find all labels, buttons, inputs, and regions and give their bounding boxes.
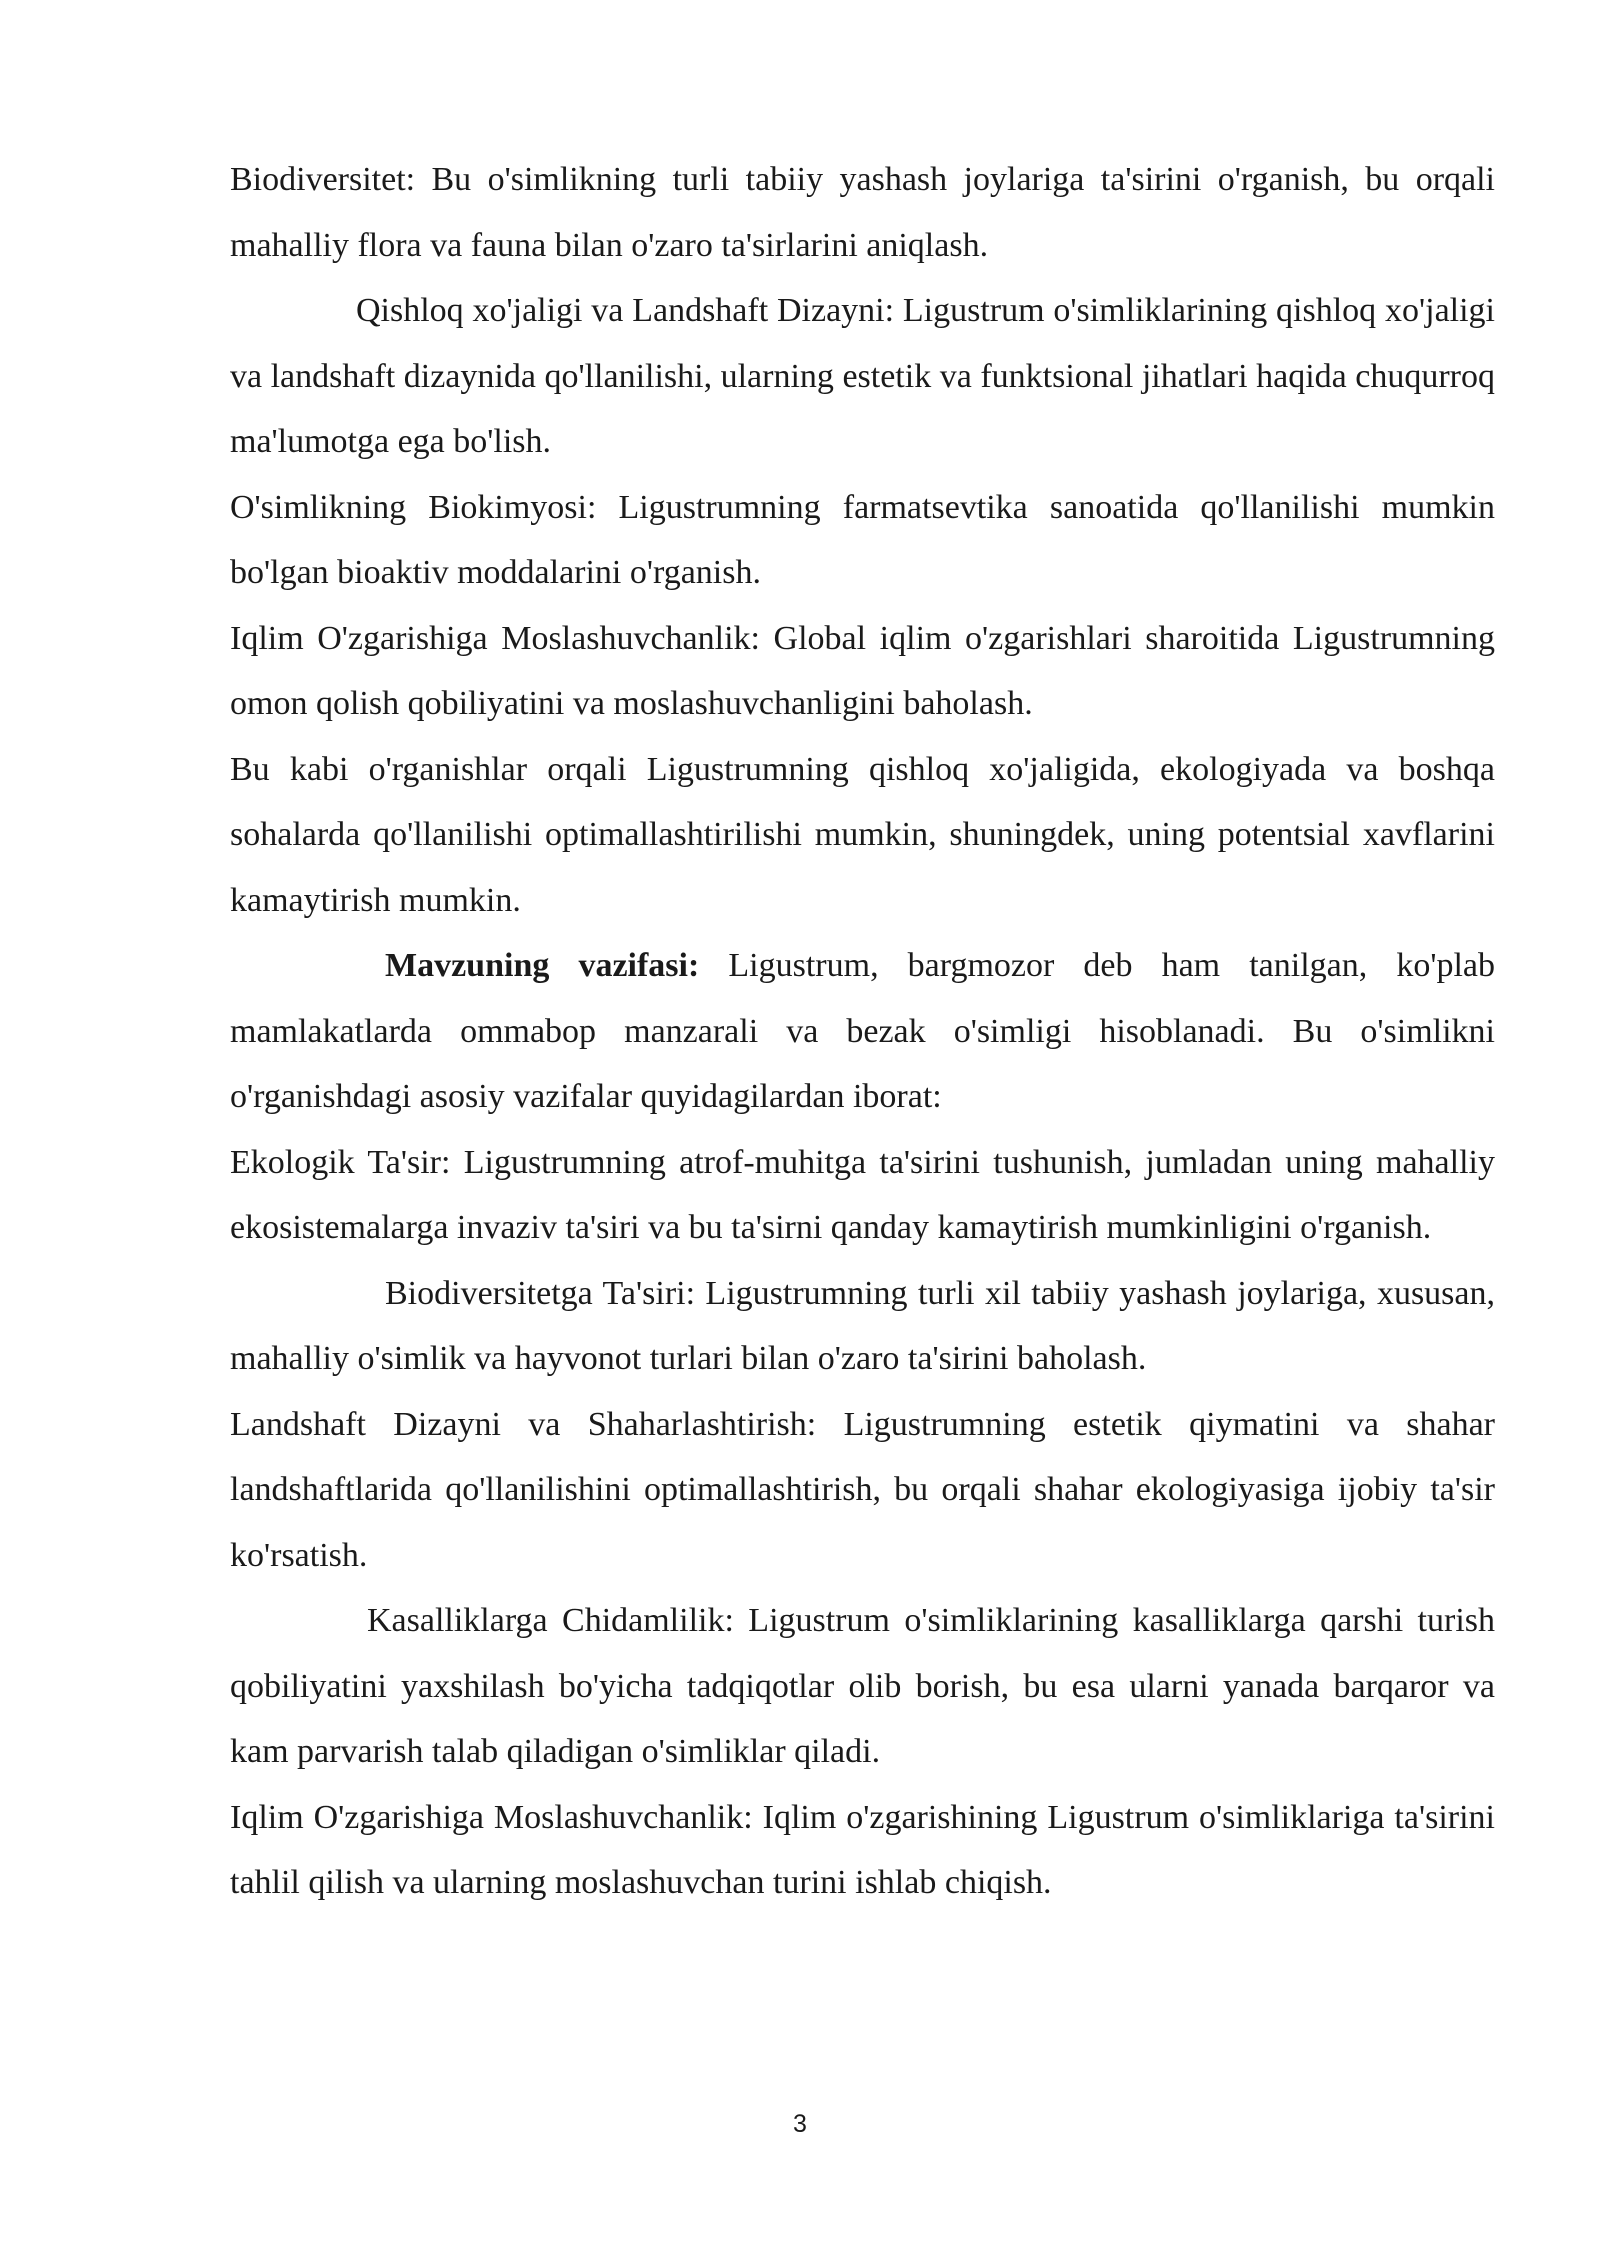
paragraph-landshaft-dizayni: Landshaft Dizayni va Shaharlashtirish: Ligustrumning estetik qiymatini va shahar landshaftlarida qo'llanilishini optimallashtirish, bu orqali shahar ekologiyasiga ijobiy ta'sir ko'rsatish. (230, 1405, 1495, 1574)
paragraph-kasalliklarga-chidamlilik: Kasalliklarga Chidamlilik: Ligustrum o'simliklarining kasalliklarga qarshi turish qobiliyatini yaxshilash bo'yicha tadqiqotlar olib borish, bu esa ularni yanada barqaror va kam parvarish talab qiladigan o'simliklar qiladi. (230, 1602, 1495, 1770)
paragraph-biodiversitet: Biodiversitet: Bu o'simlikning turli tabiiy yashash joylariga ta'sirini o'rganish, bu orqali mahalliy flora va fauna bilan o'zaro ta'sirlarini aniqlash. (230, 161, 1495, 264)
paragraph-organishlar: Bu kabi o'rganishlar orqali Ligustrumning qishloq xo'jaligida, ekologiyada va boshqa sohalarda qo'llanilishi optimallashtirilishi mumkin, shuningdek, uning potentsial xavflarini kamaytirish mumkin. (230, 750, 1495, 919)
paragraph-biokimyosi: O'simlikning Biokimyosi: Ligustrumning farmatsevtika sanoatida qo'llanilishi mumkin bo'lgan bioaktiv moddalarini o'rganish. (230, 488, 1495, 591)
paragraph-mavzuning-vazifasi-text: Ligustrum, bargmozor deb ham tanilgan, ko'plab mamlakatlarda ommabop manzarali va bezak o'simligi hisoblanadi. Bu o'simlikni o'rganishdagi asosiy vazifalar quyidagilardan iborat: (230, 947, 1495, 1115)
paragraph-qishloq-xojaligi: Qishloq xo'jaligi va Landshaft Dizayni: Ligustrum o'simliklarining qishloq xo'jaligi va landshaft dizaynida qo'llanilishi, ularning estetik va funktsional jihatlari haqida chuqurroq ma'lumotga ega bo'lish. (230, 292, 1495, 460)
paragraph-ekologik-tasir: Ekologik Ta'sir: Ligustrumning atrof-muhitga ta'sirini tushunish, jumladan uning mahalliy ekosistemalarga invaziv ta'siri va bu ta'sirni qanday kamaytirish mumkinligini o'rganish. (230, 1143, 1495, 1246)
paragraph-iqlim-global: Iqlim O'zgarishiga Moslashuvchanlik: Global iqlim o'zgarishlari sharoitida Ligustrumning omon qolish qobiliyatini va moslashuvchanligini baholash. (230, 619, 1495, 722)
paragraph-mavzuning-vazifasi (230, 933, 1495, 1130)
paragraph-iqlim-moslashuvchanlik: Iqlim O'zgarishiga Moslashuvchanlik: Iqlim o'zgarishining Ligustrum o'simliklariga ta'sirini tahlil qilish va ularning moslashuvchan turini ishlab chiqish. (230, 1798, 1495, 1901)
body-text (230, 147, 1495, 1916)
paragraph-biodiversitetga-tasiri: Biodiversitetga Ta'siri: Ligustrumning turli xil tabiiy yashash joylariga, xususan, mahalliy o'simlik va hayvonot turlari bilan o'zaro ta'sirini baholash. (230, 1274, 1495, 1377)
page-number: 3 (793, 2110, 807, 2138)
section-heading-inline: Mavzuning vazifasi: (385, 947, 700, 984)
